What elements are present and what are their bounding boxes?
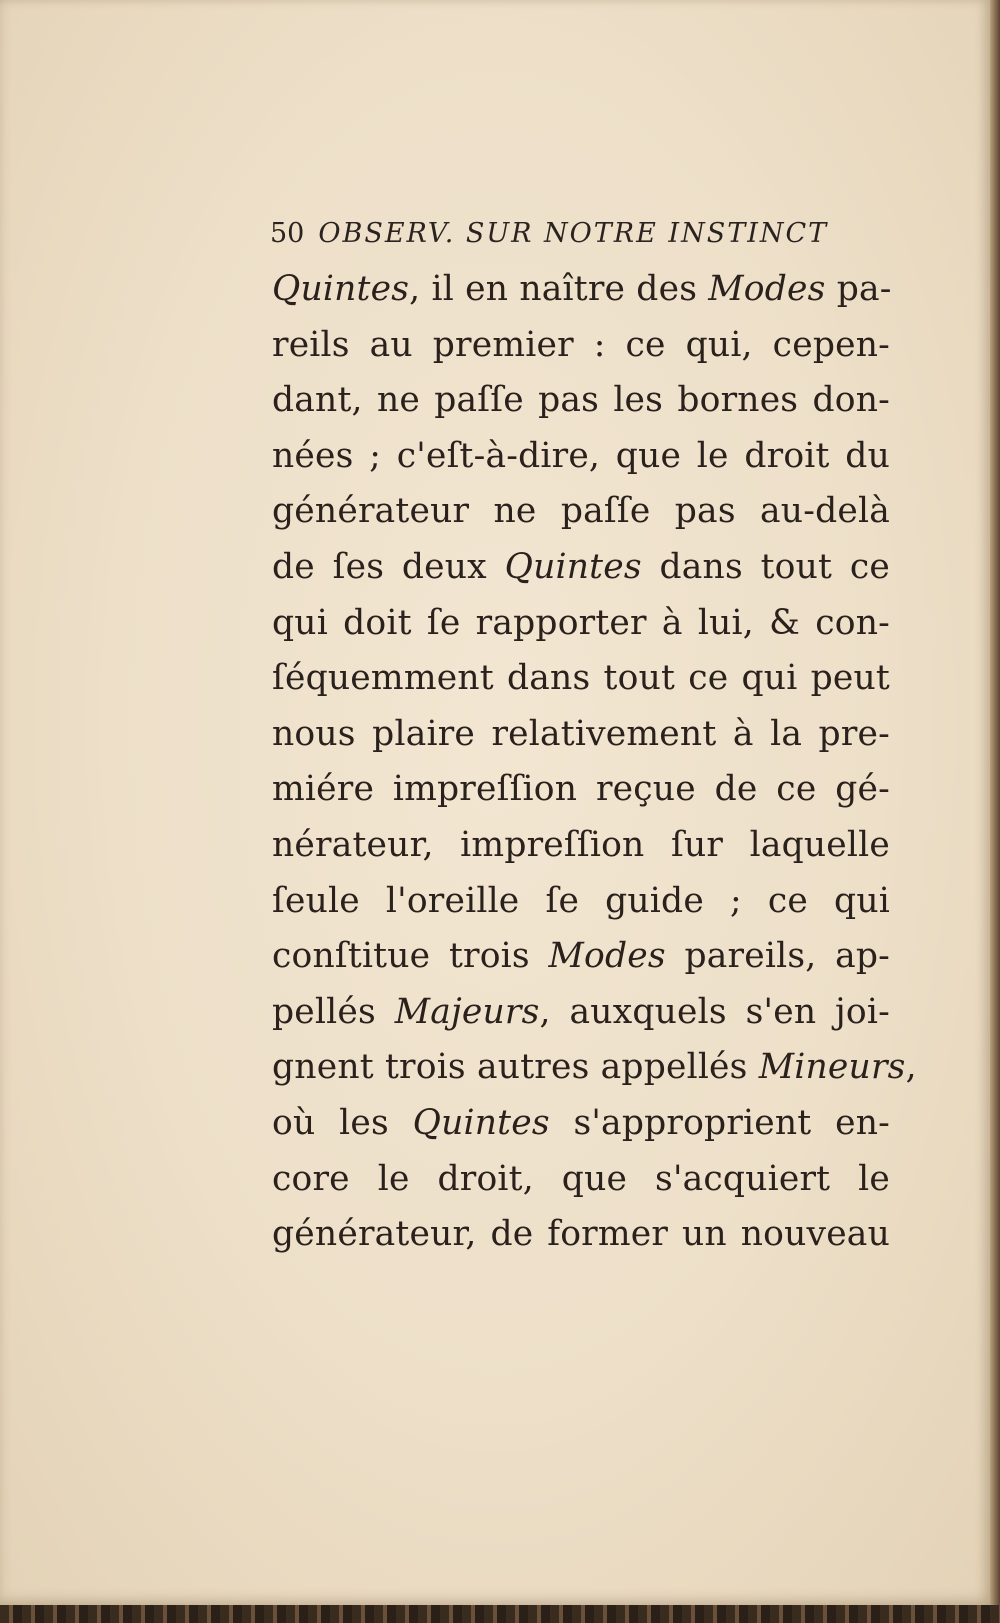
text-line (272, 985, 890, 1041)
text-run: conſtitue trois (272, 936, 549, 977)
text-run: s'approprient en- (549, 1102, 890, 1143)
text-line (272, 1096, 890, 1152)
text-line (272, 818, 890, 874)
text-line (272, 484, 890, 540)
running-title: OBSERV. SUR NOTRE INSTINCT (318, 218, 829, 249)
italic-term: Quintes (504, 546, 642, 587)
text-run: pellés (272, 991, 395, 1032)
text-run: pa- (825, 269, 892, 309)
running-header (270, 218, 870, 262)
italic-term: Mineurs (758, 1047, 906, 1088)
body-text (272, 262, 917, 1263)
text-run: nérateur, impreſſion ſur laquelle (272, 824, 890, 865)
text-line (272, 1152, 890, 1208)
text-run: , il en naître des (409, 269, 709, 309)
text-run: , (905, 1047, 917, 1088)
text-run: dant, ne paſſe pas les bornes don- (272, 380, 890, 421)
text-run: miére impreſſion reçue de ce gé- (272, 769, 890, 810)
text-line (272, 762, 890, 818)
italic-term: Majeurs (394, 991, 540, 1032)
text-run: ſéquemment dans tout ce qui peut (272, 658, 890, 699)
text-run: où les (272, 1102, 413, 1143)
text-run: ſeule l'oreille ſe guide ; ce qui (272, 880, 890, 921)
text-run: reils au premier : ce qui, cepen- (272, 324, 890, 365)
text-run: core le droit, que s'acquiert le (272, 1158, 890, 1199)
text-run: générateur ne paſſe pas au-delà (272, 491, 890, 532)
book-bottom-edge (0, 1605, 1000, 1623)
text-line (272, 596, 890, 652)
italic-term: Modes (548, 936, 666, 977)
italic-term: Quintes (412, 1102, 550, 1143)
text-run: pareils, ap- (665, 936, 890, 977)
italic-term: Modes (708, 269, 826, 309)
text-line (272, 1040, 917, 1096)
text-line (272, 540, 890, 596)
text-run: gnent trois autres appellés (272, 1047, 759, 1088)
text-line (272, 707, 890, 763)
text-line (272, 651, 890, 707)
text-run: , auxquels s'en joi- (539, 991, 890, 1032)
text-line (272, 429, 890, 485)
text-line (272, 874, 890, 930)
text-line (272, 373, 890, 429)
page-number: 50 (270, 218, 305, 249)
text-line (272, 929, 890, 985)
text-run: nous plaire relativement à la pre- (272, 713, 890, 754)
text-run: de ſes deux (272, 546, 505, 587)
text-run: nées ; c'eſt-à-dire, que le droit du (272, 435, 890, 476)
text-line (272, 318, 890, 374)
text-run: générateur, de former un nouveau (272, 1214, 890, 1255)
text-run: qui doit ſe rapporter à lui, & con- (272, 602, 890, 643)
text-run: dans tout ce (641, 546, 890, 587)
page-right-edge (990, 0, 1000, 1623)
text-line (272, 1207, 890, 1263)
italic-term: Quintes (272, 269, 410, 309)
text-line (272, 262, 890, 318)
